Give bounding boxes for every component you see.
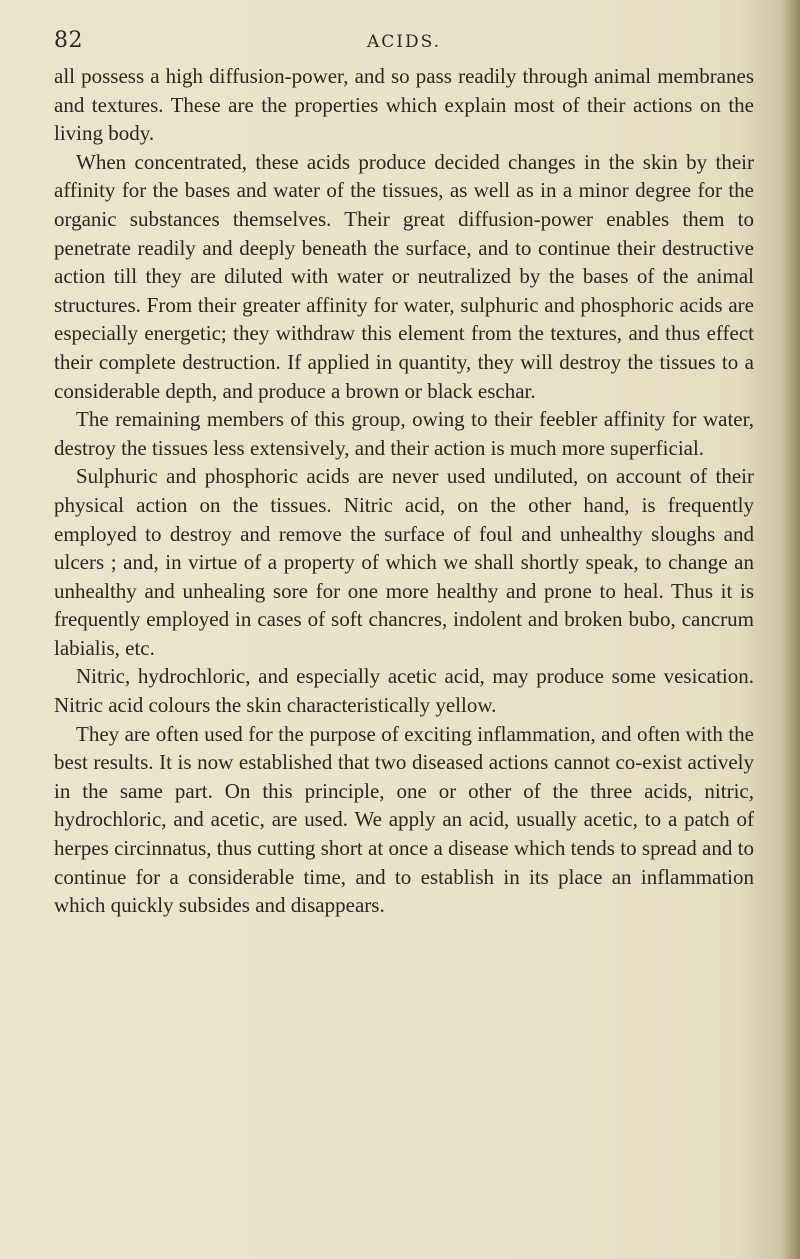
paragraph: Nitric, hydrochloric, and especially acetic acid, may produce some vesication. Nitric acid colours the skin characteristically yellow.	[54, 664, 754, 718]
page-header	[54, 28, 754, 58]
paragraph: The remaining members of this group, owing to their feebler affinity for water, destroy the tissues less extensively, and their action is much more superficial.	[54, 407, 754, 460]
page-edge-shadow	[782, 0, 800, 1259]
paragraph: all possess a high diffusion-power, and so pass readily through animal membranes and textures. These are the properties which explain most of their actions on the living body.	[54, 64, 754, 146]
paragraph: Sulphuric and phosphoric acids are never used undiluted, on account of their physical action on the tissues. Nitric acid, on the other hand, is frequently employed to destroy and remove the surface of foul and unhealthy sloughs and ulcers ; and, in virtue of a property of which we shall shortly speak, to change an unhealthy and unhealing sore for one more healthy and prone to heal. Thus it is frequently employed in cases of soft chancres, indolent and broken bubo, cancrum labialis, etc.	[54, 464, 754, 660]
paragraph: When concentrated, these acids produce decided changes in the skin by their affinity for the bases and water of the tissues, as well as in a minor degree for the organic substances themselves. Their great diffusion-power enables them to penetrate readily and deeply beneath the surface, and to continue their destructive action till they are diluted with water or neutralized by the bases of the animal structures. From their greater affinity for water, sulphuric and phosphoric acids are especially energetic; they withdraw this element from the textures, and thus effect their complete destruction. If applied in quantity, they will destroy the tissues to a considerable depth, and produce a brown or black eschar.	[54, 149, 754, 403]
body-text	[54, 62, 754, 920]
page-number: 82	[54, 28, 83, 53]
running-head: ACIDS.	[366, 32, 442, 52]
paragraph: They are often used for the purpose of exciting inflammation, and often with the best results. It is now established that two diseased actions cannot co-exist actively in the same part. On this principle, one or other of the three acids, nitric, hydrochloric, and acetic, are used. We apply an acid, usually acetic, to a patch of herpes circinnatus, thus cutting short at once a disease which tends to spread and to continue for a considerable time, and to establish in its place an inflammation which quickly subsides and disappears.	[54, 721, 754, 918]
